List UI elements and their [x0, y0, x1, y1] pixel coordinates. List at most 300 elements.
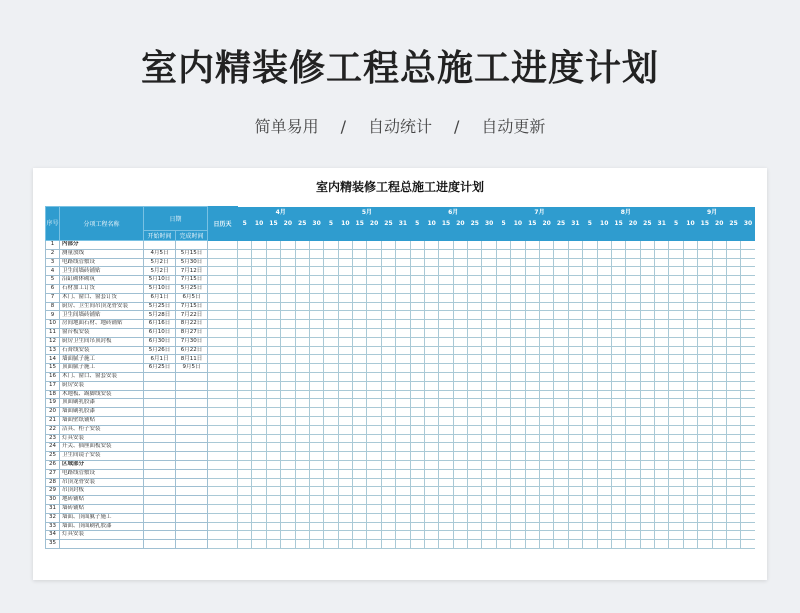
row-end-date[interactable]: 7月15日	[176, 276, 208, 285]
gantt-cell[interactable]	[539, 522, 553, 531]
gantt-cell[interactable]	[741, 416, 755, 425]
gantt-cell[interactable]	[669, 328, 683, 337]
gantt-cell[interactable]	[726, 531, 740, 540]
row-number[interactable]: 9	[46, 311, 60, 320]
gantt-cell[interactable]	[539, 284, 553, 293]
gantt-cell[interactable]	[568, 513, 582, 522]
gantt-cell[interactable]	[554, 408, 568, 417]
gantt-cell[interactable]	[410, 267, 424, 276]
row-end-date[interactable]	[176, 390, 208, 399]
row-number[interactable]: 18	[46, 390, 60, 399]
gantt-cell[interactable]	[655, 241, 669, 250]
gantt-cell[interactable]	[726, 346, 740, 355]
row-end-date[interactable]	[176, 540, 208, 549]
gantt-cell[interactable]	[597, 346, 611, 355]
gantt-cell[interactable]	[583, 249, 597, 258]
row-start-date[interactable]: 6月10日	[144, 328, 176, 337]
gantt-cell[interactable]	[453, 390, 467, 399]
gantt-cell[interactable]	[410, 452, 424, 461]
gantt-cell[interactable]	[655, 311, 669, 320]
gantt-cell[interactable]	[554, 337, 568, 346]
gantt-cell[interactable]	[252, 469, 266, 478]
gantt-cell[interactable]	[698, 293, 712, 302]
gantt-cell[interactable]	[281, 460, 295, 469]
gantt-cell[interactable]	[683, 478, 697, 487]
gantt-cell[interactable]	[698, 311, 712, 320]
gantt-cell[interactable]	[367, 522, 381, 531]
gantt-cell[interactable]	[439, 478, 453, 487]
gantt-cell[interactable]	[669, 364, 683, 373]
gantt-cell[interactable]	[238, 540, 252, 549]
gantt-cell[interactable]	[626, 416, 640, 425]
gantt-cell[interactable]	[381, 504, 395, 513]
gantt-cell[interactable]	[539, 496, 553, 505]
gantt-cell[interactable]	[424, 381, 438, 390]
gantt-cell[interactable]	[252, 381, 266, 390]
gantt-cell[interactable]	[640, 531, 654, 540]
row-start-date[interactable]	[144, 496, 176, 505]
gantt-cell[interactable]	[669, 513, 683, 522]
row-calendar-days[interactable]	[208, 258, 238, 267]
gantt-cell[interactable]	[655, 293, 669, 302]
gantt-cell[interactable]	[554, 258, 568, 267]
row-start-date[interactable]	[144, 434, 176, 443]
gantt-cell[interactable]	[525, 311, 539, 320]
gantt-cell[interactable]	[453, 328, 467, 337]
gantt-cell[interactable]	[511, 504, 525, 513]
gantt-cell[interactable]	[741, 364, 755, 373]
gantt-cell[interactable]	[482, 249, 496, 258]
gantt-cell[interactable]	[568, 425, 582, 434]
gantt-cell[interactable]	[741, 540, 755, 549]
gantt-cell[interactable]	[367, 531, 381, 540]
gantt-cell[interactable]	[338, 399, 352, 408]
gantt-cell[interactable]	[381, 390, 395, 399]
gantt-cell[interactable]	[424, 531, 438, 540]
gantt-cell[interactable]	[381, 241, 395, 250]
gantt-cell[interactable]	[568, 293, 582, 302]
gantt-cell[interactable]	[281, 258, 295, 267]
gantt-cell[interactable]	[410, 390, 424, 399]
gantt-cell[interactable]	[698, 452, 712, 461]
gantt-cell[interactable]	[597, 487, 611, 496]
gantt-cell[interactable]	[640, 408, 654, 417]
row-number[interactable]: 4	[46, 267, 60, 276]
gantt-cell[interactable]	[468, 355, 482, 364]
gantt-cell[interactable]	[583, 346, 597, 355]
gantt-cell[interactable]	[396, 320, 410, 329]
gantt-cell[interactable]	[611, 302, 625, 311]
gantt-cell[interactable]	[712, 328, 726, 337]
gantt-cell[interactable]	[266, 496, 280, 505]
gantt-cell[interactable]	[741, 249, 755, 258]
gantt-cell[interactable]	[568, 540, 582, 549]
gantt-cell[interactable]	[410, 425, 424, 434]
gantt-cell[interactable]	[640, 372, 654, 381]
gantt-cell[interactable]	[381, 469, 395, 478]
gantt-cell[interactable]	[295, 513, 309, 522]
gantt-cell[interactable]	[741, 267, 755, 276]
gantt-cell[interactable]	[424, 320, 438, 329]
gantt-cell[interactable]	[424, 241, 438, 250]
gantt-cell[interactable]	[396, 258, 410, 267]
gantt-cell[interactable]	[353, 381, 367, 390]
row-calendar-days[interactable]	[208, 416, 238, 425]
gantt-cell[interactable]	[698, 443, 712, 452]
gantt-cell[interactable]	[655, 522, 669, 531]
gantt-cell[interactable]	[525, 381, 539, 390]
gantt-cell[interactable]	[309, 241, 323, 250]
gantt-cell[interactable]	[655, 364, 669, 373]
gantt-cell[interactable]	[309, 460, 323, 469]
gantt-cell[interactable]	[238, 452, 252, 461]
row-calendar-days[interactable]	[208, 284, 238, 293]
gantt-cell[interactable]	[324, 364, 338, 373]
gantt-cell[interactable]	[468, 337, 482, 346]
gantt-cell[interactable]	[511, 320, 525, 329]
gantt-cell[interactable]	[597, 276, 611, 285]
row-task-name[interactable]: 木门、窗口、窗套安装	[60, 372, 144, 381]
gantt-cell[interactable]	[655, 267, 669, 276]
gantt-cell[interactable]	[496, 399, 510, 408]
gantt-cell[interactable]	[309, 504, 323, 513]
gantt-cell[interactable]	[439, 276, 453, 285]
gantt-cell[interactable]	[468, 504, 482, 513]
gantt-cell[interactable]	[583, 372, 597, 381]
gantt-cell[interactable]	[698, 496, 712, 505]
gantt-cell[interactable]	[468, 364, 482, 373]
gantt-cell[interactable]	[626, 302, 640, 311]
gantt-cell[interactable]	[539, 267, 553, 276]
gantt-cell[interactable]	[482, 328, 496, 337]
gantt-cell[interactable]	[295, 346, 309, 355]
gantt-cell[interactable]	[266, 531, 280, 540]
gantt-cell[interactable]	[698, 408, 712, 417]
gantt-cell[interactable]	[266, 399, 280, 408]
gantt-cell[interactable]	[367, 540, 381, 549]
row-number[interactable]: 12	[46, 337, 60, 346]
gantt-cell[interactable]	[611, 416, 625, 425]
gantt-cell[interactable]	[410, 284, 424, 293]
gantt-cell[interactable]	[511, 267, 525, 276]
gantt-cell[interactable]	[554, 311, 568, 320]
gantt-cell[interactable]	[611, 258, 625, 267]
gantt-cell[interactable]	[568, 531, 582, 540]
gantt-cell[interactable]	[554, 302, 568, 311]
gantt-cell[interactable]	[712, 478, 726, 487]
gantt-cell[interactable]	[640, 320, 654, 329]
gantt-cell[interactable]	[468, 267, 482, 276]
gantt-cell[interactable]	[353, 355, 367, 364]
gantt-cell[interactable]	[511, 381, 525, 390]
gantt-cell[interactable]	[266, 311, 280, 320]
gantt-cell[interactable]	[741, 320, 755, 329]
gantt-cell[interactable]	[539, 513, 553, 522]
gantt-cell[interactable]	[468, 487, 482, 496]
row-number[interactable]: 28	[46, 478, 60, 487]
gantt-cell[interactable]	[525, 364, 539, 373]
gantt-cell[interactable]	[468, 241, 482, 250]
gantt-cell[interactable]	[482, 513, 496, 522]
row-end-date[interactable]	[176, 487, 208, 496]
gantt-cell[interactable]	[525, 531, 539, 540]
row-calendar-days[interactable]	[208, 487, 238, 496]
gantt-cell[interactable]	[741, 258, 755, 267]
gantt-cell[interactable]	[698, 416, 712, 425]
gantt-cell[interactable]	[410, 434, 424, 443]
gantt-cell[interactable]	[295, 540, 309, 549]
gantt-cell[interactable]	[453, 381, 467, 390]
gantt-cell[interactable]	[655, 302, 669, 311]
gantt-cell[interactable]	[655, 531, 669, 540]
gantt-cell[interactable]	[726, 487, 740, 496]
row-task-name[interactable]: 卫生间墙砖铺贴	[60, 267, 144, 276]
gantt-cell[interactable]	[252, 328, 266, 337]
gantt-cell[interactable]	[353, 478, 367, 487]
gantt-cell[interactable]	[367, 434, 381, 443]
gantt-cell[interactable]	[525, 496, 539, 505]
gantt-cell[interactable]	[741, 469, 755, 478]
gantt-cell[interactable]	[611, 381, 625, 390]
gantt-cell[interactable]	[583, 328, 597, 337]
gantt-cell[interactable]	[381, 311, 395, 320]
gantt-cell[interactable]	[539, 249, 553, 258]
gantt-cell[interactable]	[396, 276, 410, 285]
gantt-cell[interactable]	[453, 531, 467, 540]
gantt-cell[interactable]	[396, 284, 410, 293]
gantt-cell[interactable]	[324, 434, 338, 443]
gantt-cell[interactable]	[453, 399, 467, 408]
gantt-cell[interactable]	[640, 302, 654, 311]
gantt-cell[interactable]	[468, 408, 482, 417]
row-end-date[interactable]: 8月11日	[176, 355, 208, 364]
gantt-cell[interactable]	[655, 372, 669, 381]
gantt-cell[interactable]	[252, 496, 266, 505]
gantt-cell[interactable]	[353, 399, 367, 408]
gantt-cell[interactable]	[424, 416, 438, 425]
row-number[interactable]: 10	[46, 320, 60, 329]
gantt-cell[interactable]	[252, 320, 266, 329]
gantt-cell[interactable]	[669, 249, 683, 258]
gantt-cell[interactable]	[511, 460, 525, 469]
gantt-cell[interactable]	[439, 258, 453, 267]
gantt-cell[interactable]	[712, 249, 726, 258]
gantt-cell[interactable]	[381, 346, 395, 355]
gantt-cell[interactable]	[568, 311, 582, 320]
gantt-cell[interactable]	[712, 425, 726, 434]
row-start-date[interactable]: 6月25日	[144, 364, 176, 373]
gantt-cell[interactable]	[611, 487, 625, 496]
gantt-cell[interactable]	[597, 302, 611, 311]
row-number[interactable]: 35	[46, 540, 60, 549]
row-start-date[interactable]	[144, 504, 176, 513]
gantt-cell[interactable]	[511, 425, 525, 434]
gantt-cell[interactable]	[554, 249, 568, 258]
gantt-cell[interactable]	[353, 513, 367, 522]
gantt-cell[interactable]	[525, 399, 539, 408]
gantt-cell[interactable]	[554, 372, 568, 381]
gantt-cell[interactable]	[683, 355, 697, 364]
gantt-cell[interactable]	[525, 408, 539, 417]
gantt-cell[interactable]	[453, 249, 467, 258]
gantt-cell[interactable]	[295, 284, 309, 293]
gantt-cell[interactable]	[554, 478, 568, 487]
gantt-cell[interactable]	[525, 469, 539, 478]
gantt-cell[interactable]	[597, 399, 611, 408]
row-calendar-days[interactable]	[208, 249, 238, 258]
gantt-cell[interactable]	[611, 504, 625, 513]
gantt-cell[interactable]	[295, 302, 309, 311]
gantt-cell[interactable]	[353, 408, 367, 417]
gantt-cell[interactable]	[238, 434, 252, 443]
gantt-cell[interactable]	[726, 284, 740, 293]
gantt-cell[interactable]	[424, 478, 438, 487]
gantt-cell[interactable]	[511, 478, 525, 487]
row-end-date[interactable]	[176, 381, 208, 390]
gantt-cell[interactable]	[439, 311, 453, 320]
gantt-cell[interactable]	[252, 390, 266, 399]
gantt-cell[interactable]	[611, 276, 625, 285]
gantt-cell[interactable]	[281, 320, 295, 329]
gantt-cell[interactable]	[640, 364, 654, 373]
gantt-cell[interactable]	[367, 443, 381, 452]
gantt-cell[interactable]	[597, 460, 611, 469]
gantt-cell[interactable]	[410, 249, 424, 258]
gantt-cell[interactable]	[381, 460, 395, 469]
gantt-cell[interactable]	[367, 372, 381, 381]
gantt-cell[interactable]	[468, 531, 482, 540]
gantt-cell[interactable]	[453, 284, 467, 293]
row-number[interactable]: 1	[46, 241, 60, 250]
row-end-date[interactable]	[176, 241, 208, 250]
row-end-date[interactable]: 8月22日	[176, 320, 208, 329]
row-start-date[interactable]	[144, 487, 176, 496]
gantt-cell[interactable]	[698, 249, 712, 258]
gantt-cell[interactable]	[712, 487, 726, 496]
gantt-cell[interactable]	[482, 443, 496, 452]
row-number[interactable]: 33	[46, 522, 60, 531]
gantt-cell[interactable]	[496, 531, 510, 540]
gantt-cell[interactable]	[266, 540, 280, 549]
gantt-cell[interactable]	[525, 372, 539, 381]
gantt-cell[interactable]	[453, 241, 467, 250]
row-task-name[interactable]: 地砖铺贴	[60, 496, 144, 505]
gantt-cell[interactable]	[309, 355, 323, 364]
gantt-cell[interactable]	[626, 496, 640, 505]
gantt-cell[interactable]	[338, 434, 352, 443]
gantt-cell[interactable]	[669, 443, 683, 452]
gantt-cell[interactable]	[511, 284, 525, 293]
gantt-cell[interactable]	[698, 399, 712, 408]
gantt-cell[interactable]	[669, 408, 683, 417]
gantt-cell[interactable]	[669, 346, 683, 355]
gantt-cell[interactable]	[597, 425, 611, 434]
gantt-cell[interactable]	[439, 452, 453, 461]
gantt-cell[interactable]	[281, 267, 295, 276]
gantt-cell[interactable]	[381, 531, 395, 540]
gantt-cell[interactable]	[281, 364, 295, 373]
gantt-cell[interactable]	[626, 267, 640, 276]
gantt-cell[interactable]	[482, 531, 496, 540]
gantt-cell[interactable]	[266, 241, 280, 250]
gantt-cell[interactable]	[439, 443, 453, 452]
gantt-cell[interactable]	[324, 425, 338, 434]
gantt-cell[interactable]	[281, 284, 295, 293]
gantt-cell[interactable]	[726, 399, 740, 408]
gantt-cell[interactable]	[525, 540, 539, 549]
gantt-cell[interactable]	[281, 531, 295, 540]
gantt-cell[interactable]	[338, 293, 352, 302]
gantt-cell[interactable]	[367, 487, 381, 496]
gantt-cell[interactable]	[266, 372, 280, 381]
gantt-cell[interactable]	[353, 504, 367, 513]
gantt-cell[interactable]	[252, 346, 266, 355]
gantt-cell[interactable]	[626, 381, 640, 390]
gantt-cell[interactable]	[640, 460, 654, 469]
gantt-cell[interactable]	[238, 531, 252, 540]
gantt-cell[interactable]	[424, 284, 438, 293]
gantt-cell[interactable]	[640, 513, 654, 522]
gantt-cell[interactable]	[281, 311, 295, 320]
gantt-cell[interactable]	[482, 425, 496, 434]
gantt-cell[interactable]	[640, 267, 654, 276]
row-number[interactable]: 11	[46, 328, 60, 337]
gantt-cell[interactable]	[353, 452, 367, 461]
gantt-cell[interactable]	[295, 408, 309, 417]
gantt-cell[interactable]	[726, 355, 740, 364]
gantt-cell[interactable]	[482, 258, 496, 267]
gantt-cell[interactable]	[655, 540, 669, 549]
gantt-cell[interactable]	[252, 425, 266, 434]
gantt-cell[interactable]	[741, 381, 755, 390]
gantt-cell[interactable]	[698, 258, 712, 267]
gantt-cell[interactable]	[568, 504, 582, 513]
row-start-date[interactable]: 5月2日	[144, 258, 176, 267]
gantt-cell[interactable]	[597, 364, 611, 373]
gantt-cell[interactable]	[554, 460, 568, 469]
gantt-cell[interactable]	[597, 452, 611, 461]
gantt-cell[interactable]	[611, 469, 625, 478]
gantt-cell[interactable]	[309, 320, 323, 329]
gantt-cell[interactable]	[396, 416, 410, 425]
gantt-cell[interactable]	[410, 513, 424, 522]
gantt-cell[interactable]	[726, 434, 740, 443]
row-task-name[interactable]: 卫生间墙砖铺贴	[60, 311, 144, 320]
gantt-cell[interactable]	[309, 346, 323, 355]
gantt-cell[interactable]	[324, 487, 338, 496]
gantt-cell[interactable]	[410, 469, 424, 478]
gantt-cell[interactable]	[396, 293, 410, 302]
gantt-cell[interactable]	[496, 364, 510, 373]
gantt-cell[interactable]	[568, 258, 582, 267]
gantt-cell[interactable]	[640, 469, 654, 478]
row-number[interactable]: 32	[46, 513, 60, 522]
gantt-cell[interactable]	[295, 452, 309, 461]
row-start-date[interactable]	[144, 460, 176, 469]
gantt-cell[interactable]	[324, 293, 338, 302]
gantt-cell[interactable]	[698, 478, 712, 487]
gantt-cell[interactable]	[554, 241, 568, 250]
gantt-cell[interactable]	[640, 249, 654, 258]
gantt-cell[interactable]	[424, 258, 438, 267]
gantt-cell[interactable]	[396, 425, 410, 434]
gantt-cell[interactable]	[252, 399, 266, 408]
gantt-cell[interactable]	[482, 540, 496, 549]
row-number[interactable]: 14	[46, 355, 60, 364]
gantt-cell[interactable]	[396, 355, 410, 364]
row-start-date[interactable]: 6月1日	[144, 355, 176, 364]
gantt-cell[interactable]	[410, 381, 424, 390]
